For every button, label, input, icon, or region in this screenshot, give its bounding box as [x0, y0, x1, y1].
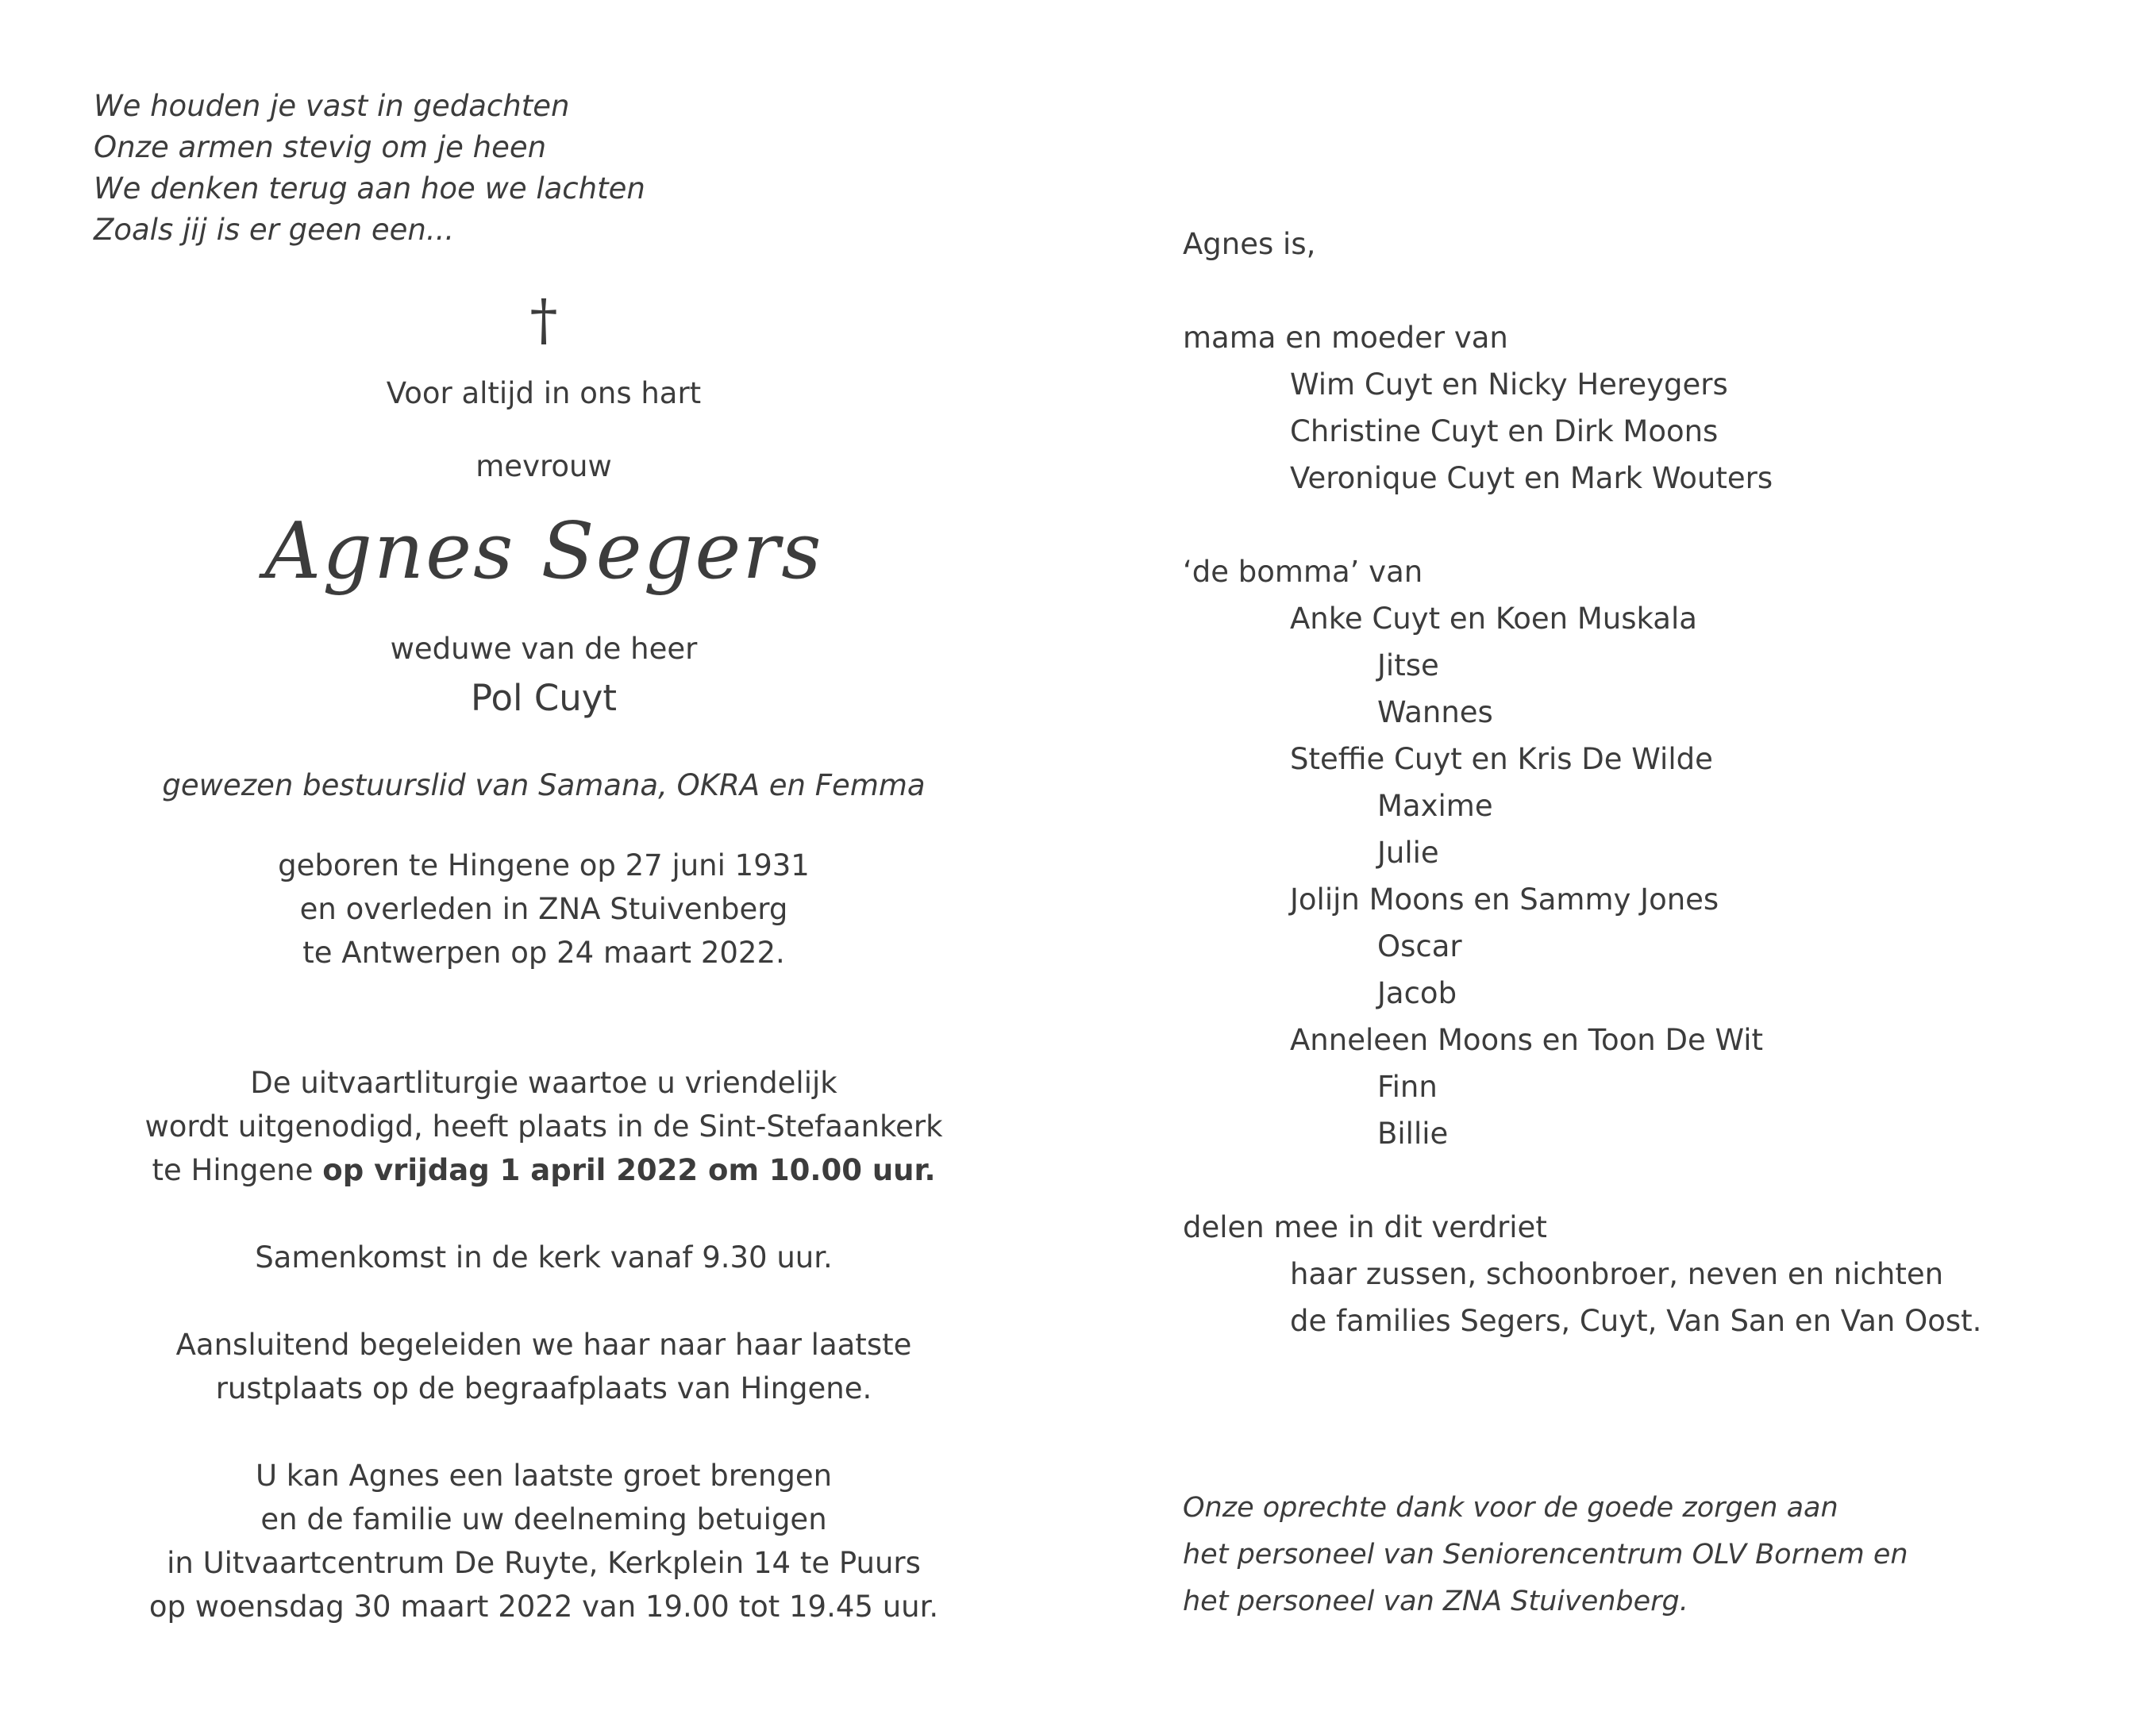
- poem: [94, 86, 645, 251]
- visitation-line: op woensdag 30 maart 2022 van 19.00 tot 19.45 uur.: [148, 1590, 939, 1624]
- child-entry: Veronique Cuyt en Mark Wouters: [1290, 461, 1773, 495]
- great-grandchild: Finn: [1377, 1070, 1438, 1104]
- relatives-line: de families Segers, Cuyt, Van San en Van Oost.: [1290, 1304, 1982, 1338]
- burial-line: rustplaats op de begraafplaats van Hingene.: [215, 1371, 872, 1405]
- honorific: mevrouw: [475, 449, 612, 483]
- child-entry: Wim Cuyt en Nicky Hereygers: [1290, 367, 1728, 402]
- visitation-line: in Uitvaartcentrum De Ruyte, Kerkplein 14 te Puurs: [167, 1546, 921, 1580]
- family-intro: Agnes is,: [1183, 227, 1316, 261]
- grandchild-couple: Steffie Cuyt en Kris De Wilde: [1290, 742, 1713, 776]
- cross-icon: †: [529, 287, 558, 352]
- great-grandchild: Julie: [1377, 836, 1439, 870]
- great-grandchild: Billie: [1377, 1117, 1449, 1151]
- former-role: gewezen bestuurslid van Samana, OKRA en Femma: [162, 768, 926, 802]
- right-page: [1183, 0, 2119, 1734]
- life-line: en overleden in ZNA Stuivenberg: [299, 892, 788, 926]
- poem-line: We denken terug aan hoe we lachten: [94, 171, 645, 206]
- visitation-line: en de familie uw deelneming betuigen: [260, 1502, 827, 1536]
- child-entry: Christine Cuyt en Dirk Moons: [1290, 414, 1719, 448]
- great-grandchild: Oscar: [1377, 929, 1462, 963]
- widow-of-label: weduwe van de heer: [390, 632, 698, 666]
- funeral-line: De uitvaartliturgie waartoe u vriendelijk: [250, 1066, 837, 1100]
- visitation-line: U kan Agnes een laatste groet brengen: [255, 1459, 833, 1493]
- thanks-line: het personeel van ZNA Stuivenberg.: [1183, 1586, 1688, 1617]
- life-line: te Antwerpen op 24 maart 2022.: [302, 936, 785, 970]
- grandchild-couple: Anneleen Moons en Toon De Wit: [1290, 1023, 1764, 1057]
- grandma-heading: ‘de bomma’ van: [1183, 555, 1423, 589]
- deceased-name: Agnes Segers: [264, 506, 823, 597]
- funeral-place: te Hingene: [152, 1153, 323, 1187]
- life-line: geboren te Hingene op 27 juni 1931: [278, 848, 810, 882]
- share-heading: delen mee in dit verdriet: [1183, 1210, 1547, 1244]
- poem-line: Zoals jij is er geen een...: [94, 213, 455, 247]
- poem-line: Onze armen stevig om je heen: [94, 130, 547, 164]
- thanks-line: het personeel van Seniorencentrum OLV Bornem en: [1183, 1539, 1908, 1571]
- funeral-date: op vrijdag 1 april 2022 om 10.00 uur.: [322, 1153, 936, 1187]
- funeral-line: [0, 1148, 1088, 1192]
- burial-line: Aansluitend begeleiden we haar naar haar laatste: [175, 1328, 912, 1362]
- husband-name: Pol Cuyt: [470, 677, 618, 719]
- gathering-info: Samenkomst in de kerk vanaf 9.30 uur.: [255, 1240, 833, 1275]
- mother-heading: mama en moeder van: [1183, 321, 1508, 355]
- great-grandchild: Jitse: [1377, 648, 1439, 682]
- poem-line: We houden je vast in gedachten: [94, 89, 570, 123]
- relatives-line: haar zussen, schoonbroer, neven en nichten: [1290, 1257, 1944, 1291]
- grandchild-couple: Anke Cuyt en Koen Muskala: [1290, 602, 1697, 636]
- great-grandchild: Jacob: [1377, 976, 1457, 1010]
- great-grandchild: Wannes: [1377, 695, 1493, 729]
- grandchild-couple: Jolijn Moons en Sammy Jones: [1290, 882, 1719, 917]
- great-grandchild: Maxime: [1377, 789, 1493, 823]
- tagline: Voor altijd in ons hart: [386, 376, 702, 410]
- funeral-line: wordt uitgenodigd, heeft plaats in de Sint-Stefaankerk: [144, 1109, 943, 1144]
- thanks-line: Onze oprechte dank voor de goede zorgen aan: [1183, 1492, 1838, 1524]
